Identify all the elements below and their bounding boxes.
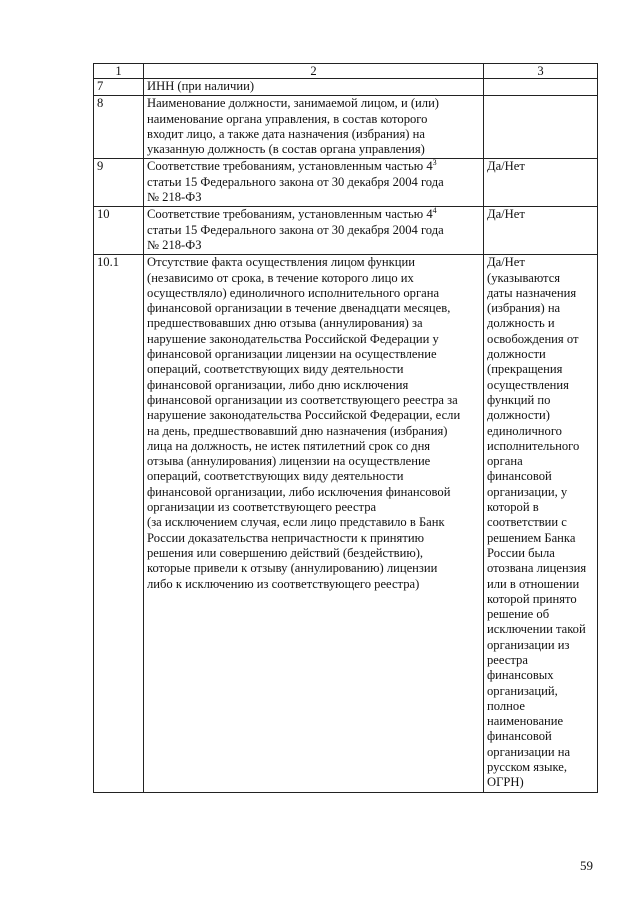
row-description: Наименование должности, занимаемой лицом, и (или) наименование органа управления, в состав которого входит лицо, а также дата назначения (избрания) на указанную должность (в состав органа управления) (144, 96, 484, 159)
header-col-2: 2 (144, 64, 484, 79)
table-row-7 (94, 79, 598, 96)
table-header-row (94, 64, 598, 79)
description-text-start: Соответствие требованиям, установленным частью 4 (147, 207, 433, 222)
description-text-end: статьи 15 Федерального закона от 30 декабря 2004 года № 218-ФЗ (147, 222, 444, 252)
header-col-1: 1 (94, 64, 144, 79)
table-row-10 (94, 207, 598, 255)
row-number: 7 (94, 79, 144, 96)
row-description: ИНН (при наличии) (144, 79, 484, 96)
row-value: Да/Нет (484, 159, 598, 207)
row-number: 10 (94, 207, 144, 255)
row-description (144, 159, 484, 207)
header-col-3: 3 (484, 64, 598, 79)
table-row-8 (94, 96, 598, 159)
row-number: 10.1 (94, 255, 144, 792)
row-value: Да/Нет (указываются даты назначения (избрания) на должность и освобождения от должности (прекращения осуществления функций по должности) единоличного исполнительного органа финансовой организации, у которой в соответствии с решением Банка России была отозвана лицензия или в отношении которой принято решение об исключении такой организации из реестра финансовых организаций, полное наименование финансовой организации на русском языке, ОГРН) (484, 255, 598, 792)
footnote-superscript: 4 (432, 206, 437, 216)
description-text-end: статьи 15 Федерального закона от 30 декабря 2004 года № 218-ФЗ (147, 174, 444, 205)
row-value (484, 96, 598, 159)
row-description: Отсутствие факта осуществления лицом функции (независимо от срока, в течение которого лицо их осуществляло) единоличного исполнительного органа финансовой организации в течение двенадцати месяцев, предшествовавших дню отзыва (аннулирования) за нарушение законодательства Российской Федерации у финансовой организации лицензии на осуществление операций, соответствующих виду деятельности финансовой организации, либо дню исключения финансовой организации из соответствующего реестра за нарушение законодательства Российской Федерации, если на день, предшествовавший дню назначения (избрания) лица на должность, не истек пятилетний срок со дня отзыва (аннулирования) лицензии на осуществление операций, соответствующих виду деятельности финансовой организации, либо исключения финансовой организации из соответствующего реестра (за исключением случая, если лицо представило в Банк России доказательства непричастности к принятию решения или совершению действий (бездействию), которые привели к отзыву (аннулированию) лицензии либо к исключению из соответствующего реестра) (144, 255, 484, 792)
page-number: 59 (580, 858, 593, 873)
row-number: 8 (94, 96, 144, 159)
requirements-table (93, 63, 598, 793)
row-value: Да/Нет (484, 207, 598, 255)
row-description (144, 207, 484, 255)
footnote-superscript: 3 (432, 158, 437, 168)
description-text-start: Соответствие требованиям, установленным частью 4 (147, 159, 433, 174)
table-row-10-1 (94, 255, 598, 792)
row-number: 9 (94, 159, 144, 207)
row-value (484, 79, 598, 96)
table-row-9 (94, 159, 598, 207)
